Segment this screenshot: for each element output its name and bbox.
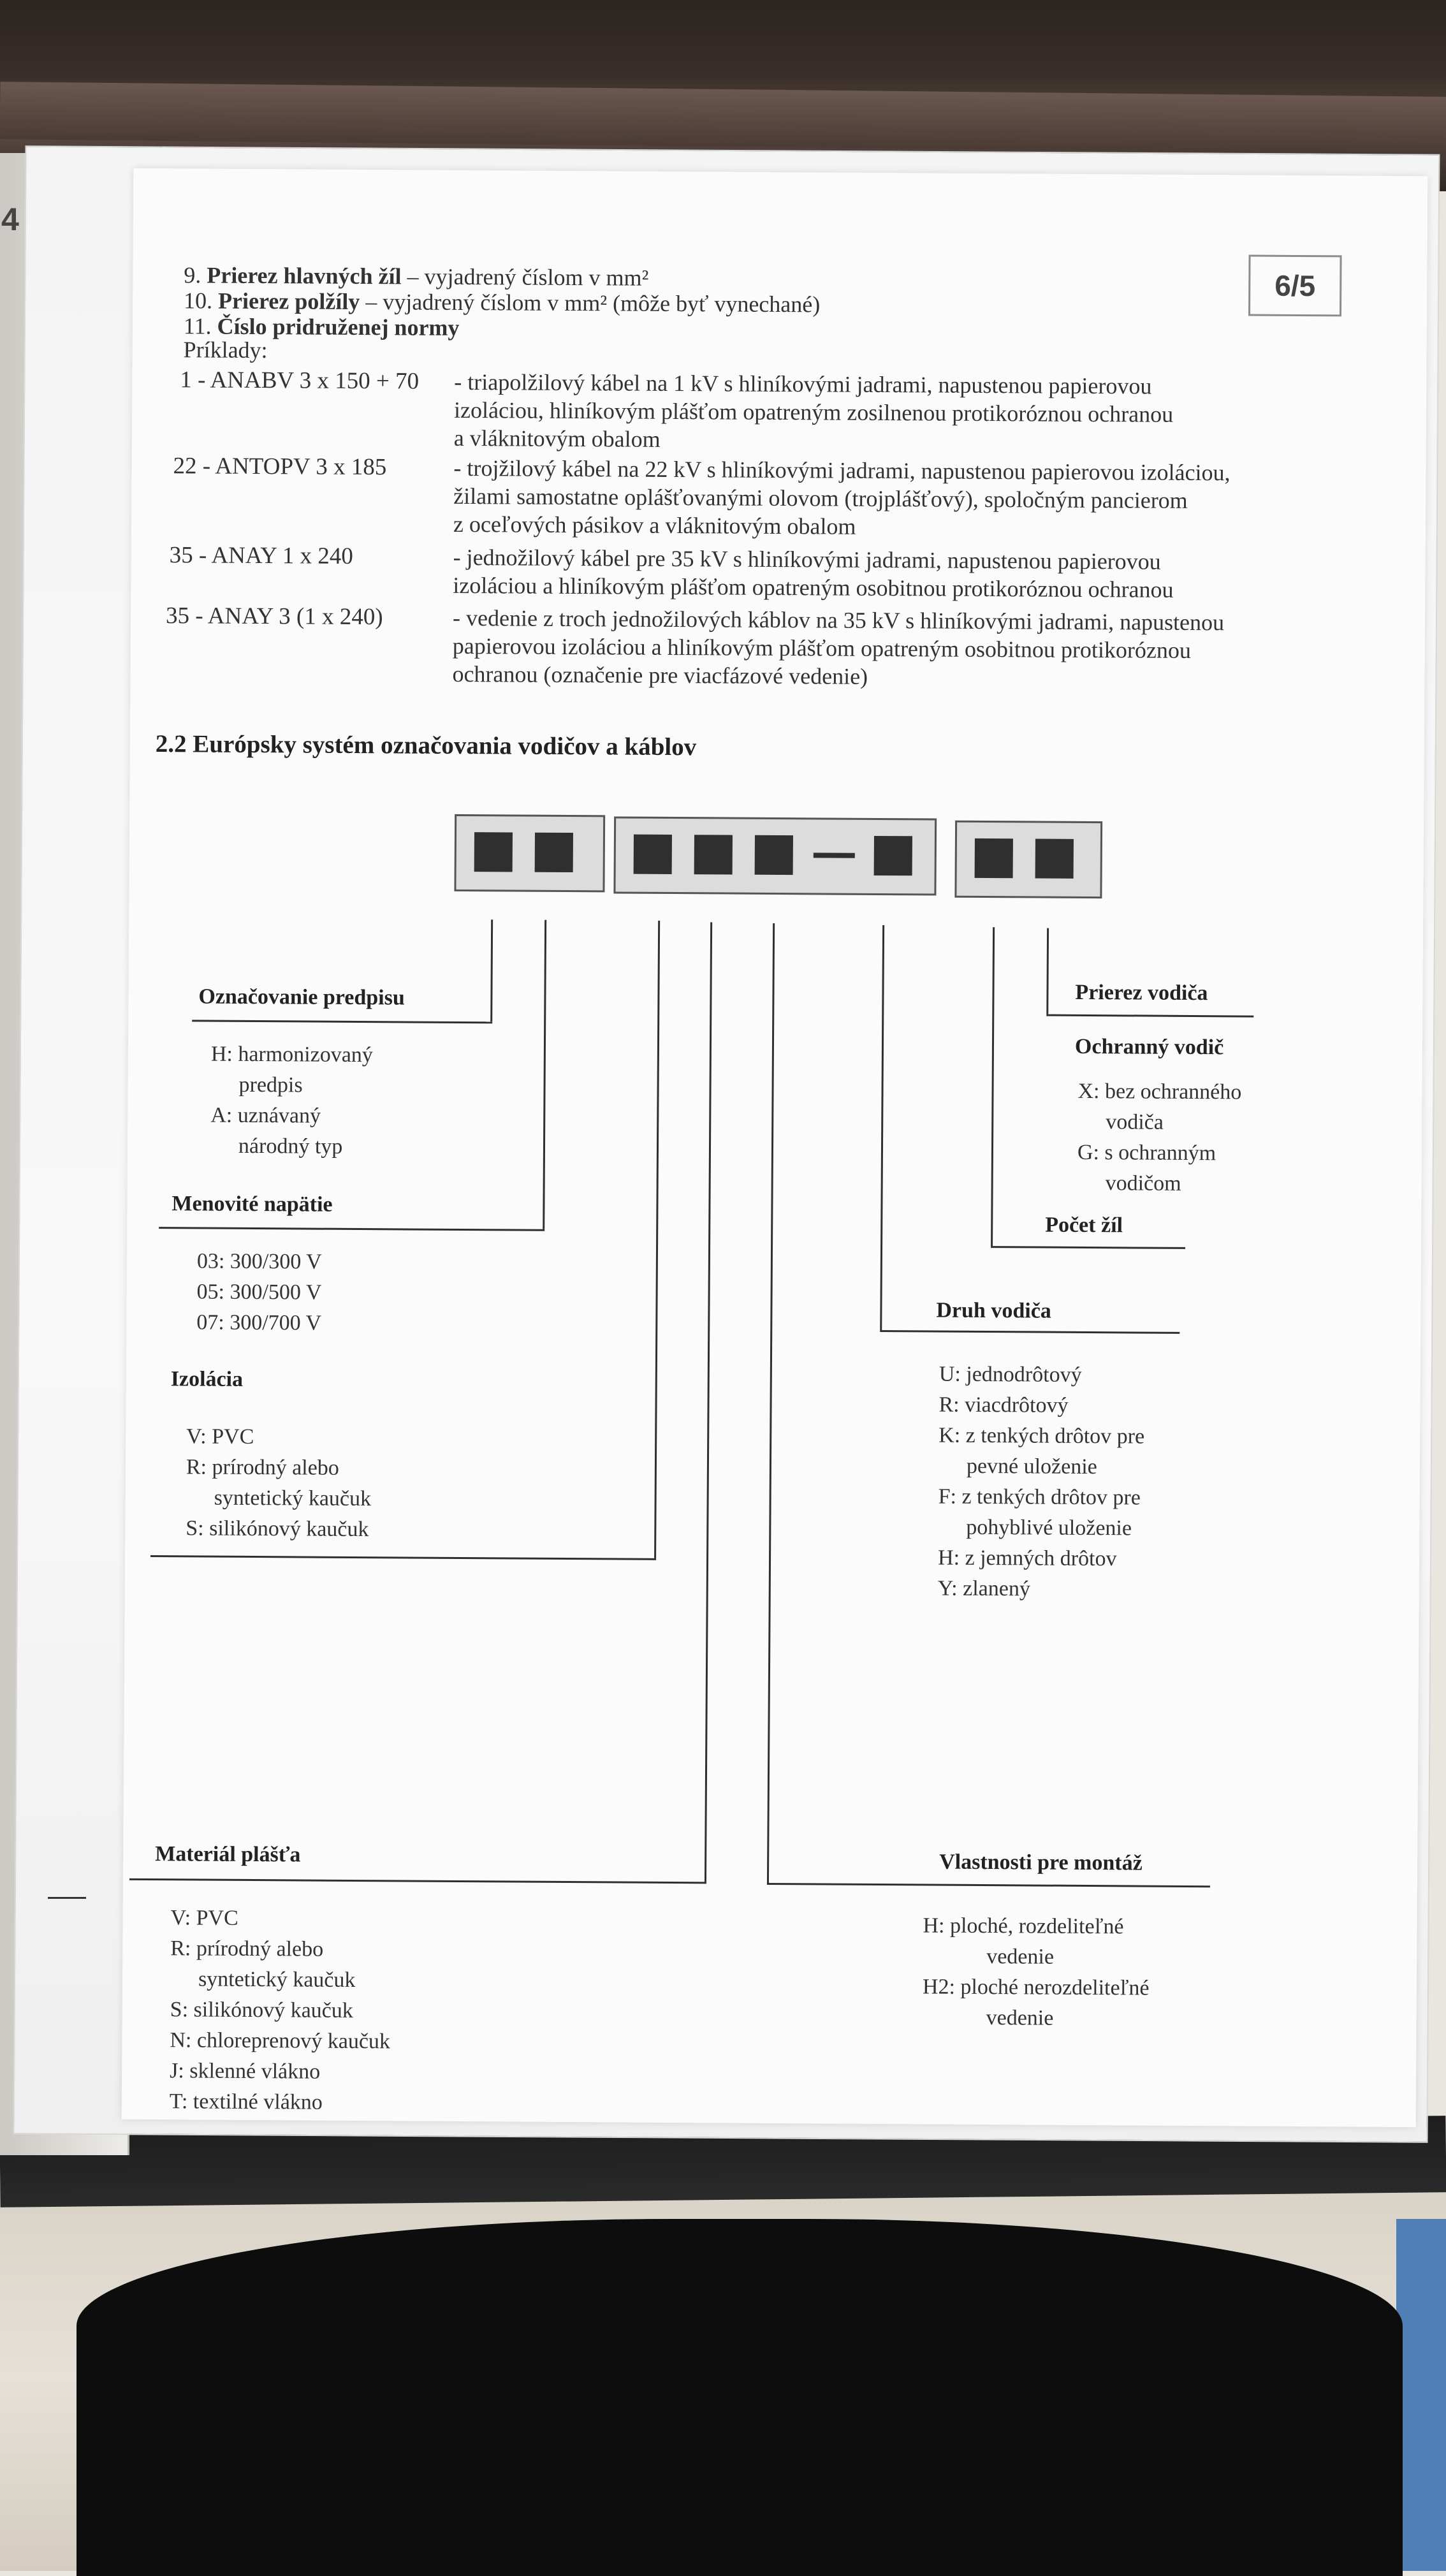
example-code-1: 1 - ANABV 3 x 150 + 70 [180, 367, 420, 395]
leader-line [767, 923, 775, 1883]
scheme-box-1 [454, 814, 605, 892]
example-desc-4: - vedenie z troch jednožilových káblov na 35 kV s hliníkovými jadrami, napustenou papierovou izoláciou a hliníkovým plášťom opatreným osobitnou protikoróznou ochranou (označenie pre viacfázové vedenie) [452, 604, 1225, 689]
scheme-box-2 [613, 816, 937, 895]
options-plast: V: PVC R: prírodný alebo syntetický kaučuk S: silikónový kaučuk N: chloreprenový kaučuk J: sklenné vlákno T: textilné vlákno [169, 1906, 391, 2114]
options-napatie: 03: 300/300 V 05: 300/500 V 07: 300/700 V [196, 1249, 322, 1335]
options-ochranny: X: bez ochranného vodiča G: s ochranným vodičom [1077, 1079, 1242, 1196]
label-druh-vodica: Druh vodiča [936, 1298, 1051, 1323]
label-ochranny-vodic: Ochranný vodič [1074, 1034, 1224, 1060]
code-square [535, 833, 573, 872]
list-item-11: 11. Číslo pridruženej normy [183, 313, 460, 340]
section-heading: 2.2 Európsky systém označovania vodičov a káblov [155, 730, 697, 761]
example-code-2: 22 - ANTOPV 3 x 185 [173, 453, 387, 481]
list-item-9: 9. Prierez hlavných žíl – vyjadrený číslom v mm² [184, 262, 649, 291]
options-predpis: H: harmonizovaný predpis A: uznávaný národný typ [210, 1042, 373, 1159]
example-code-4: 35 - ANAY 3 (1 x 240) [165, 603, 383, 631]
margin-dash [48, 1897, 86, 1899]
background-blue-object [1396, 2219, 1446, 2571]
background-shadow [77, 2219, 1403, 2576]
label-material-plasta: Materiál plášťa [155, 1842, 301, 1867]
list-item-10: 10. Prierez polžíly – vyjadrený číslom v mm² (môže byť vynechané) [183, 288, 821, 318]
page-number: 6/5 [1248, 255, 1342, 317]
leader-line [129, 1878, 706, 1884]
leader-line [991, 1246, 1185, 1249]
label-oznacovanie-predpisu: Označovanie predpisu [198, 984, 405, 1010]
scheme-box-3 [954, 821, 1102, 898]
code-square [474, 832, 513, 872]
leader-line [543, 920, 546, 1229]
leader-line [1046, 1014, 1253, 1018]
left-page-mark: 4 [1, 201, 19, 237]
code-square [1035, 838, 1074, 878]
leader-line [880, 1330, 1179, 1334]
example-desc-2: - trojžilový kábel na 22 kV s hliníkovými jadrami, napustenou papierovou izoláciou, žilami samostatne oplášťovanými olovom (trojplášťový), spoločným pancierom z oceľových pásikov a vláknitovým obalom [453, 455, 1231, 539]
example-desc-3: - jednožilový kábel pre 35 kV s hliníkovými jadrami, napustenou papierovou izoláciou a hliníkovým plášťom opatreným osobitnou protikoróznou ochranou [453, 544, 1174, 603]
document-page [122, 168, 1428, 2127]
leader-line [705, 922, 712, 1882]
leader-line [490, 919, 493, 1021]
leader-line [991, 927, 995, 1246]
label-pocet-zil: Počet žíl [1045, 1213, 1123, 1238]
example-code-3: 35 - ANAY 1 x 240 [169, 542, 353, 569]
leader-line [654, 921, 660, 1558]
label-izolacia: Izolácia [170, 1367, 244, 1391]
example-desc-1: - triapolžilový kábel na 1 kV s hliníkovými jadrami, napustenou papierovou izoláciou, hliníkovým plášťom opatreným zosilnenou protikoróznou ochranou a vláknitovým obalom [453, 369, 1174, 452]
options-izolacia: V: PVC R: prírodný alebo syntetický kaučuk S: silikónový kaučuk [186, 1424, 372, 1542]
label-vlastnosti-pre-montaz: Vlastnosti pre montáž [939, 1850, 1143, 1875]
label-menovite-napatie: Menovité napätie [172, 1192, 333, 1217]
code-square [874, 836, 912, 875]
code-square [694, 835, 733, 874]
options-druh: U: jednodrôtový R: viacdrôtový K: z tenkých drôtov pre pevné uloženie F: z tenkých drôtov pre pohyblivé uloženie H: z jemných drôtov Y: zlanený [937, 1362, 1145, 1601]
leader-line [192, 1020, 492, 1023]
code-square [755, 835, 793, 875]
code-dash [814, 853, 855, 858]
code-square [975, 838, 1013, 878]
code-square [634, 835, 672, 874]
leader-line [767, 1883, 1210, 1887]
leader-line [159, 1227, 544, 1231]
leader-line [1046, 928, 1049, 1014]
leader-line [150, 1555, 656, 1560]
examples-title: Príklady: [183, 337, 268, 363]
leader-line [880, 925, 884, 1330]
label-prierez-vodica: Prierez vodiča [1075, 980, 1208, 1006]
options-montaz: H: ploché, rozdeliteľné vedenie H2: ploché nerozdeliteľné vedenie [922, 1914, 1150, 2030]
